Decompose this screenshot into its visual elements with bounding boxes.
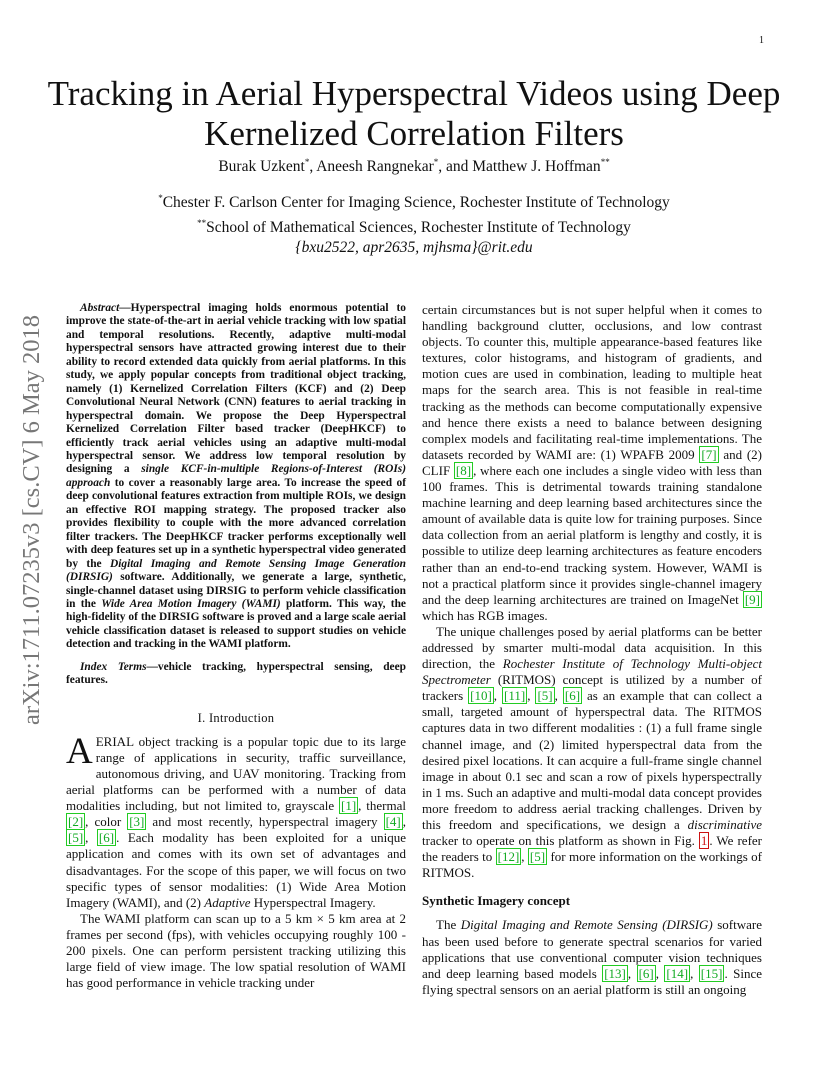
index-terms	[66, 661, 406, 688]
body-text: Hyperspectral Imagery.	[250, 894, 376, 910]
body-emphasis: Adaptive	[204, 894, 251, 910]
right-paragraph-3	[422, 917, 762, 997]
citation-link[interactable]: [5]	[529, 849, 546, 865]
abstract-emphasis: single KCF-in-multiple Regions-of-Interest (ROIs) approach	[66, 463, 406, 489]
citation-link[interactable]: [14]	[666, 965, 689, 981]
affil-mark: *	[433, 157, 439, 167]
author-emails	[40, 238, 788, 258]
abstract-emphasis: Wide Area Motion Imagery (WAMI)	[101, 597, 281, 610]
citation-link[interactable]: [7]	[701, 446, 717, 462]
citation-link[interactable]: [9]	[744, 591, 760, 607]
citation-link[interactable]: [2]	[68, 814, 84, 830]
citation-link[interactable]: [10]	[470, 688, 492, 704]
left-column	[66, 302, 406, 991]
right-paragraph-2	[422, 624, 762, 882]
citation-link[interactable]: [8]	[455, 462, 472, 478]
affiliation-text: School of Mathematical Sciences, Rochester Institute of Technology	[206, 219, 631, 237]
body-text: ,	[690, 965, 699, 981]
body-text: certain circumstances but is not super helpful when it comes to handling background clutter, occlusions, and low contrast objects. To counter this, multiple appearance-based features like textures, color histograms, and histogram of gradients, and motion cues are used in combination, leading to multiple heat maps for the search area. This is not feasible in real-time tracking as the methods can become computationally expensive and hence there exists a need to balance between designing complex models and facilitating real-time implementations. The datasets recorded by WAMI are: (1) WPAFB 2009	[422, 302, 762, 462]
author-name: Aneesh Rangnekar	[316, 158, 434, 176]
index-terms-label: Index Terms	[80, 660, 147, 673]
body-text: , color	[85, 814, 128, 830]
citation-link[interactable]: [5]	[537, 688, 553, 704]
citation-link[interactable]: [6]	[98, 830, 115, 846]
author-name: Burak Uzkent	[218, 158, 305, 176]
citation-link[interactable]: [13]	[604, 965, 626, 981]
body-emphasis: discriminative	[687, 817, 762, 832]
body-text: (RITMOS) concept is utilized by a number of trackers	[422, 672, 762, 704]
body-text: and (2) CLIF	[422, 446, 762, 478]
citation-link[interactable]: [6]	[564, 688, 581, 704]
citation-link[interactable]: [1]	[341, 798, 357, 814]
body-text: The unique challenges posed by aerial platforms can be better addressed by smarter multi-modal data acquisition. In this direction, the	[422, 623, 762, 672]
body-text: ERIAL object tracking is a popular topic due to its large range of applications in security, traffic surveillance, autonomous driving, and UAV monitoring. Tracking from aerial platforms can be performed with a number of data modalities including, but not limited to, grayscale	[66, 733, 406, 814]
abstract-label: Abstract	[80, 302, 120, 314]
citation-link[interactable]: [4]	[385, 814, 401, 830]
citation-link[interactable]: [3]	[129, 814, 145, 830]
right-paragraph-1	[422, 302, 762, 624]
abstract-text: software. Additionally, we generate a large, synthetic, single-channel dataset using DIRSIG to perform vehicle classification in the	[66, 571, 406, 610]
abstract-text: —Hyperspectral imaging holds enormous potential to improve the state-of-the-art in aerial vehicle tracking with low spatial and temporal resolutions. Recently, adaptive multi-modal hyperspectral sensors have attracted growing interest due to their ability to record extended data quickly from aerial platforms. In this study, we apply popular concepts from traditional object tracking, namely (1) Kernelized Correlation Filters (KCF) and (2) Deep Convolutional Neural Network (CNN) features to aerial tracking in hyperspectral domain. We propose the Deep Hyperspectral Kernelized Correlation Filter based tracker (DeepHKCF) to efficiently track aerial vehicles using an adaptive multi-modal hyperspectral sensor. We address low temporal resolution by designing a	[66, 302, 406, 476]
body-emphasis: Digital Imaging and Remote Sensing (DIRSIG)	[460, 917, 713, 933]
body-text: ,	[527, 688, 536, 704]
separator: ,	[309, 158, 317, 176]
subsection-heading: Synthetic Imagery concept	[422, 893, 571, 909]
abstract-emphasis: Digital Imaging and Remote Sensing Image Generation (DIRSIG)	[66, 557, 406, 584]
intro-paragraph-1	[66, 730, 406, 911]
affil-mark: **	[600, 157, 610, 167]
citation-link[interactable]: [12]	[497, 849, 520, 865]
body-text: . Each modality has been exploited for a unique application and comes with its own set of advantages and disadvantages. For the scope of this paper, we will focus on two specific types of sensor modalities: (1) Wide Area Motion Imagery (WAMI), and (2)	[66, 830, 406, 910]
abstract-text: platform. This way, the high-fidelity of the DIRSIG software is proved and a large scale aerial vehicle classification dataset is released to support studies on vehicle detection and tracking in the WAMI platform.	[66, 597, 406, 651]
body-emphasis: Rochester Institute of Technology Multi-object Spectrometer	[422, 656, 762, 688]
right-column	[422, 302, 762, 998]
body-text: ,	[627, 965, 637, 981]
body-text: for more information on the workings of RITMOS.	[422, 849, 763, 881]
abstract	[66, 302, 406, 652]
affiliation-2	[40, 213, 788, 238]
body-text: ,	[493, 688, 503, 704]
body-text: The	[436, 917, 461, 933]
body-text: ,	[655, 965, 665, 981]
body-text: ,	[85, 830, 97, 846]
author-name: Matthew J. Hoffman	[472, 158, 601, 176]
author-list	[40, 157, 788, 176]
citation-link[interactable]: [5]	[68, 830, 84, 846]
body-text: ,	[554, 688, 563, 704]
body-text: , where each one includes a single video with less than 100 frames. This is detrimental towards training standalone machine learning and deep learning based architectures since the amount of available data is quite low for training purposes. Since data collection from an aerial platform is lengthy and costly, it is possible to utilize deep learning architectures as feature encoders rather than an end-to-end tracking system. However, WAMI is not a practical platform since it provides single-channel imagery and the deep learning architectures are trained on ImageNet	[422, 462, 763, 607]
email-text: {bxu2522, apr2635, mjhsma}@rit.edu	[295, 239, 533, 257]
body-text: . We refer the readers to	[422, 833, 762, 865]
body-text: which has RGB images.	[422, 607, 548, 623]
arxiv-stamp	[18, 290, 46, 750]
affil-mark: *	[158, 193, 163, 203]
figure-link[interactable]: 1	[700, 833, 708, 849]
affiliation-text: Chester F. Carlson Center for Imaging Science, Rochester Institute of Technology	[162, 194, 670, 212]
affil-mark: **	[197, 218, 207, 229]
drop-cap: A	[66, 730, 93, 772]
affil-mark: *	[304, 157, 310, 167]
arxiv-id: arXiv:1711.07235v3 [cs.CV] 6 May 2018	[18, 314, 45, 726]
affiliation-1	[40, 188, 788, 213]
paper-title: Tracking in Aerial Hyperspectral Videos using Deep Kernelized Correlation Filters	[47, 74, 781, 153]
page-number: 1	[759, 35, 764, 46]
section-heading: I. Introduction	[197, 710, 275, 725]
body-text: tracker to operate on this platform as shown in Fig.	[422, 833, 699, 849]
body-text: software has been used before to generate spectral scenarios for varied applications that use conventional computer vision techniques and deep learning based models	[422, 917, 762, 981]
citation-link[interactable]: [6]	[638, 965, 654, 981]
citation-link[interactable]: [11]	[504, 688, 526, 704]
abstract-text: to cover a reasonably large area. To increase the speed of deep convolutional features extraction from multiple ROIs, we design an effective ROI mapping strategy. The proposed tracker also provides flexibility to couple with the more advanced correlation filter trackers. The DeepHKCF tracker performs exceptionally well with deep features set up in a synthetic hyperspectral video generated by the	[66, 476, 406, 570]
body-text: . Since flying spectral sensors on an aerial platform is still an ongoing	[422, 965, 763, 997]
body-text: ,	[521, 849, 528, 865]
index-terms-text: —vehicle tracking, hyperspectral sensing, deep features.	[66, 660, 406, 687]
body-text: and most recently, hyperspectral imagery	[146, 814, 384, 830]
body-text: , thermal	[358, 798, 406, 814]
citation-link[interactable]: [15]	[700, 965, 723, 981]
body-text: ,	[402, 814, 406, 830]
intro-paragraph-2: The WAMI platform can scan up to a 5 km × 5 km area at 2 frames per second (fps), with vehicles occupying roughly 100 - 200 pixels. One can perform persistent tracking utilizing this large field of view image. The low spatial resolution of WAMI has good performance in vehicle tracking under	[66, 910, 406, 991]
body-text: as an example that can collect a small, targeted amount of hyperspectral data. The RITMOS captures data in two different modalities : (1) a full frame single channel image, and (2) limited hyperspectral data from the desired pixel locations. It can acquire a full-frame single channel image in about 0.1 sec and scan a row of pixels hyperspectrally in 1 ms. Such an adaptive and multi-modal data concept provides more freedom to address aerial tracking challenges. Driven by this freedom and specifications, we design a	[422, 688, 762, 832]
separator: , and	[438, 158, 473, 176]
affiliations	[40, 188, 788, 258]
